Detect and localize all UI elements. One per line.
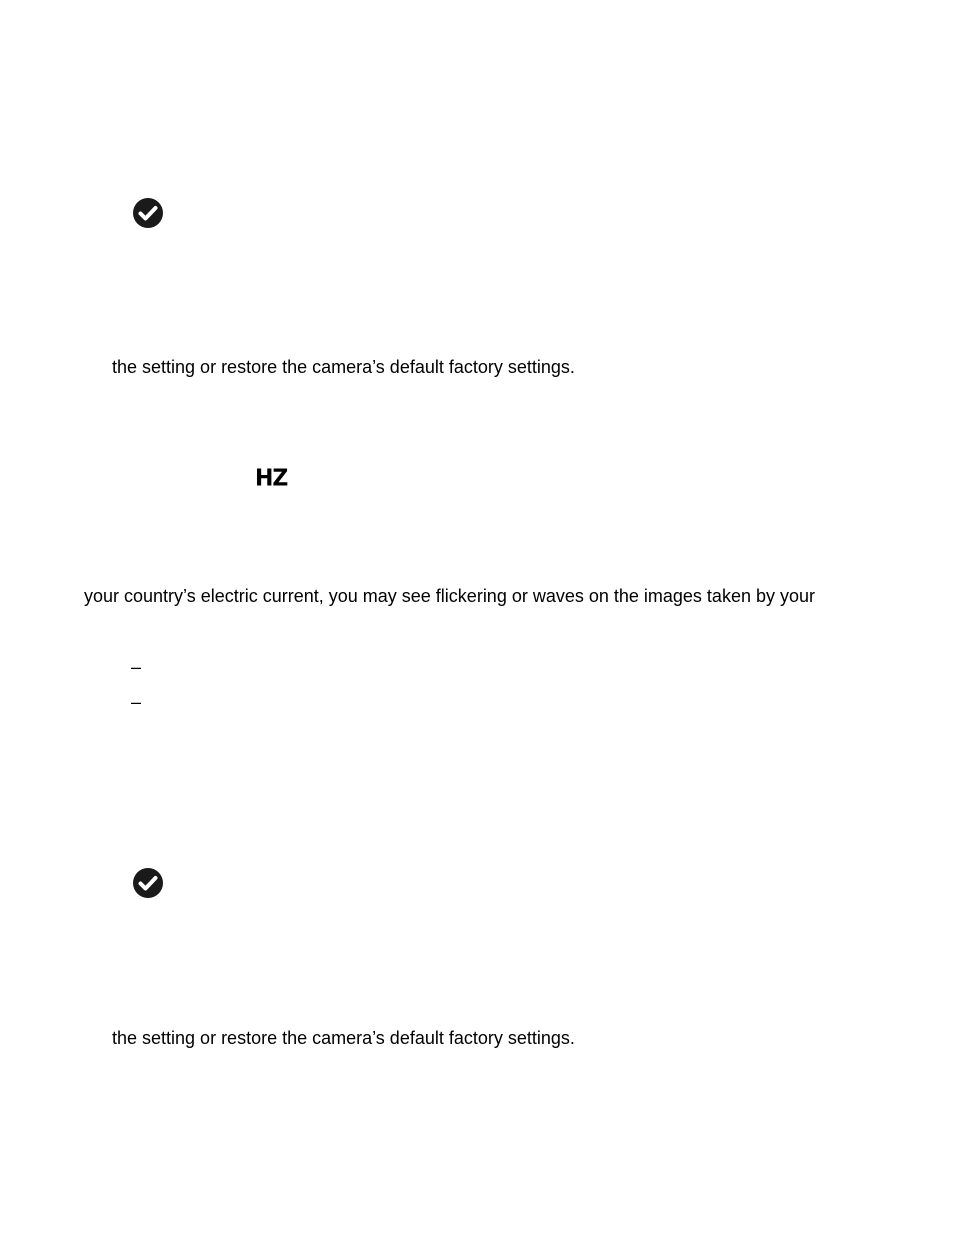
list-dash-1: – <box>131 657 142 677</box>
hz-icon: HZ <box>255 465 288 492</box>
checkmark-circle-icon <box>132 867 164 904</box>
checkmark-circle-icon <box>132 197 164 234</box>
flicker-warning-text: your country’s electric current, you may see flickering or waves on the images taken by your <box>84 586 815 606</box>
list-dash-2: – <box>131 692 142 712</box>
restore-settings-text-1: the setting or restore the camera’s default factory settings. <box>112 357 575 377</box>
restore-settings-text-2: the setting or restore the camera’s default factory settings. <box>112 1028 575 1048</box>
